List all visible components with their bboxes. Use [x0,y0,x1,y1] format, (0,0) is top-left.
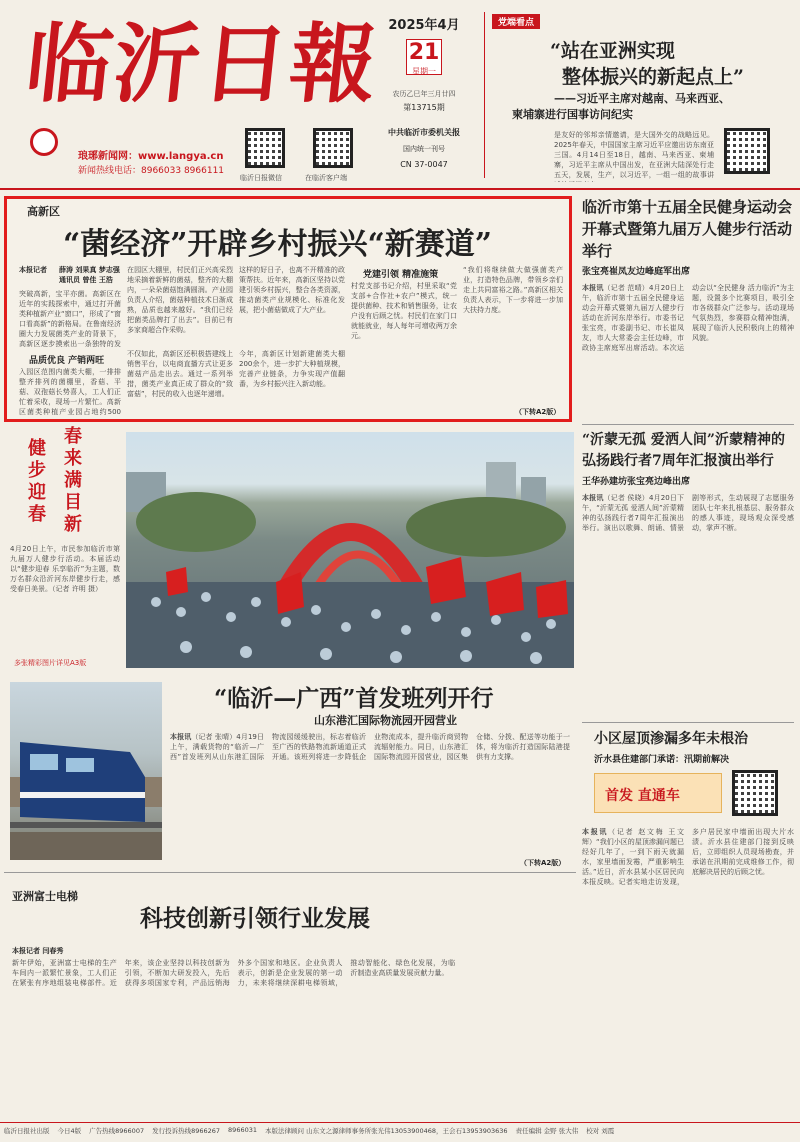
qr1-caption: 临沂日报微信 [240,174,282,182]
top-highlight-body: 是友好的邻邦亲情邀请，是大国外交的战略远见。2025年春天，中国国家主席习近平应邀出访东南亚三国。4月14日至18日，越南、马来西亚、柬埔寨，习近平主席从中国出发，在亚洲大陆深处行走五天，发展，生产，以习近平，一组一组的故事讲 [554,131,714,179]
right-story-3-body [582,827,794,1107]
lead-section-tag: 高新区 [27,205,60,218]
footer-bar [4,1126,796,1140]
right-story-1-subhead: 张宝亮崔凤友边峰庭军出席 [582,267,691,277]
issue-number: 第13715期 [403,103,445,112]
right-story-3-subhead: 沂水县住建部门承诺：汛期前解决 [594,755,730,765]
right-story-3-qr-icon[interactable] [732,770,778,816]
top-highlight-headline-2: 整体振兴的新起点上” [562,66,744,88]
footer-item: 广告热线8966007 [89,1127,145,1135]
lunar-date: 农历乙巳年三月廿四 [392,90,456,98]
right-story-1-text: （记者 范晴）4月20日上午，临沂市第十五届全民健身运动会开幕式暨第九届万人健步行活动在沂河东岸举行。市委书记张宝亮，市委副书记、市长崔凤友，市人大常委会主任边峰，市政协主席庭军出席活动。本次运动会以“全民健身 活力临沂”为主题，设置多个比赛项目，吸引全市各级群众广泛参与。活动现场气氛热烈，参赛群众精神饱满，展现了临沂人民积极向上的精神风貌。 [582,284,794,352]
right-story-1[interactable] [582,196,794,424]
cn-code: CN 37-0047 [400,160,448,169]
bottom-story[interactable] [4,876,576,1120]
right-story-3-headline: 小区屋顶渗漏多年未根治 [594,731,748,747]
right-story-3[interactable] [582,728,794,1120]
right-story-3-text: （记者 赵文梅 王文辉）“我们小区的屋顶渗漏问题已经好几年了，一到下雨天就漏水，家里墙面发霉，严重影响生活。”近日，沂水县某小区居民向本报反映。记者实地走访发现，多户居民家中墙面出现大片水渍。沂水县住建部门接到反映后，立即组织人员现场勘查，并承诺在汛期前完成维修工作，彻底解决居民的后顾之忧。 [582,828,794,886]
right-story-1-body [582,283,794,411]
divider [582,722,794,723]
qr2-caption: 在临沂客户端 [305,174,347,182]
rail-body [170,732,570,856]
rail-byline: 本报讯 [170,733,192,741]
qr-code-app-icon[interactable] [313,128,353,168]
lead-subhead-2: 党建引领 精准施策 [363,270,439,280]
lead-col1: 突破高新，宝平亦菌。高新区在近年的实践探索中，通过打开菌类种植新产业“窗口”，形成了“窗口看高新”的新格局。在鲁南经济圈大力发展菌类产业的背景下，高新区逐步摸索出一条独特的发 [19,290,121,348]
photo-footer-link[interactable]: 多张精彩图片详见A3版 [14,659,87,667]
lead-col3: 这样的好日子，也离不开精准的政策帮扶。近年来，高新区坚持以党建引领乡村振兴，整合各类资源，推动菌类产业规模化、标准化发展，把小菌菇做成了大产业。 [239,266,345,314]
footer-item: 本版法律顾问 山东文之源律师事务所张光伟13053900468，王会石13953903636 [265,1127,508,1135]
masthead [0,0,800,188]
lead-story[interactable] [4,196,572,422]
masthead-title: 临沂日報 [20,14,384,115]
top-highlight-tag: 党端看点 [492,14,540,29]
footer-item: 今日4版 [57,1127,82,1135]
publisher: 中共临沂市委机关报 [388,128,460,137]
first-release-banner-label: 首发 直通车 [605,788,680,804]
right-story-2-byline: 本报讯 [582,494,604,502]
footer-item: 校对 刘霞 [586,1127,615,1135]
website-label[interactable]: 琅琊新闻网：www.langya.cn [78,151,224,162]
masthead-seal-icon [30,128,58,156]
lead-col1b: 入园区范围内菌类大棚，一排排整齐排列的菌棚里，香菇、平菇、双孢菇长势喜人，工人们正忙着采收，现场一片繁忙。高新区菌类种植产业园占地约500 [19,368,121,416]
rail-story[interactable] [4,674,576,870]
train-photo [10,682,162,860]
top-highlight-subhead-1: ——习近平主席对越南、马来西亚、 [554,92,730,105]
photo-feature[interactable] [4,426,576,672]
right-story-2-subhead: 王华孙建坊张宝亮边峰出席 [582,477,691,487]
lead-byline-names: 薛涛 刘果真 梦志强 [59,266,120,274]
footer-item: 责任编辑 金野 张大伟 [515,1127,579,1135]
bottom-body: 新年伊始，亚洲富士电梯的生产车间内一派繁忙景象，工人们正在紧张有序地组装电梯部件。近年来，该企业坚持以科技创新为引领，不断加大研发投入，先后获得多项国家专利，产品远销海外多个国家和地区。企业负责人表示，创新是企业发展的第一动力，未来将继续深耕电梯领域，推动智能化、绿色化发展，为临沂制造业高质量发展贡献力量。 [12,959,456,987]
top-highlight-subhead-2: 柬埔寨进行国事访问纪实 [512,108,633,121]
masthead-rule [0,188,800,190]
walking-event-photo-svg [126,432,574,668]
photo-credit: （记者 许明 摄） [52,585,102,593]
photo-caption [10,544,120,644]
photo-caption-text: 4月20日上午，市民参加临沂市第九届万人健步行活动。本届活动以“健步迎春 乐享临沂”为主题，数万名群众沿沂河东岸健步行走，感受春日美景。 [10,545,120,593]
right-story-1-byline: 本报讯 [582,284,604,292]
lead-continue-note[interactable]: （下转A2版） [515,408,561,416]
lead-headline: “菌经济”开辟乡村振兴“新赛道” [63,227,493,262]
bottom-headline: 科技创新引领行业发展 [140,905,370,932]
train-photo-svg [10,682,162,860]
footer-item: 8966031 [228,1126,257,1134]
qr-code-wechat-icon[interactable] [245,128,285,168]
weekday: 星期一 [412,67,436,76]
lead-col3b: 今年，高新区计划新建菌类大棚200余个，进一步扩大种植规模，完善产业链条，力争实现产值翻番，为乡村振兴注入新动能。 [239,350,345,388]
bottom-byline: 本报记者 闫春秀 [12,947,64,955]
footer-item: 发行投诉热线8966267 [152,1127,221,1135]
footer-item: 临沂日报社出版 [4,1127,50,1135]
top-highlight-headline-1: “站在亚洲实现 [550,40,675,62]
rail-headline: “临沂—广西”首发班列开行 [214,685,494,712]
right-story-2-text: （记者 侯晓）4月20日下午，“沂蒙无孤 爱洒人间”沂蒙精神的弘扬践行者7周年汇报演出举行。演出以歌舞、朗诵、情景剧等形式，生动展现了志愿服务团队七年来扎根基层、服务群众的感人事迹，现场观众深受感动，掌声不断。 [582,494,794,532]
top-highlight[interactable] [492,10,794,182]
rail-text: （记者 张晴）4月19日上午，满载货物的“临沂—广西”首发班列从山东港汇国际物流园缓缓驶出，标志着临沂至广西的铁路物流新通道正式开通。该班列将进一步降低企业物流成本，提升临沂商贸物流辐射能力。同日，山东港汇国际物流园开园营业，园区集仓储、分拨、配送等功能于一体，将为临沂打造国际陆港提供有力支撑。 [170,733,570,761]
rail-continue-note[interactable]: （下转A2版） [520,859,566,867]
first-release-banner[interactable] [594,773,722,813]
lead-col2: 在园区大棚里，村民们正兴高采烈地采摘着新鲜的菌菇，整齐的大棚内，一朵朵菌菇饱满圆润。产业园负责人介绍，菌菇种植技术日渐成熟，品质也越来越好。“我们已经把菌类品牌打了出去”。目前已有多家商超合作采购。 [127,266,233,334]
date-box [368,10,480,180]
lead-byline-names-2: 通讯员 曾佳 王浩 [59,276,113,284]
date-day: 21 [406,39,442,75]
right-story-3-byline: 本报讯 [582,828,609,836]
walking-event-photo [126,432,574,668]
date-year-month: 2025年4月 [388,18,460,33]
divider [582,424,794,425]
lead-byline-label: 本报记者 [19,266,47,274]
lead-col4b: “我们将继续做大做强菌类产业，打造特色品牌，带领乡亲们走上共同富裕之路。”高新区相关负责人表示，下一步将进一步加大扶持力度。 [463,266,563,314]
photo-title-vertical-1: 健步迎春 [28,438,46,525]
top-highlight-qr-icon[interactable] [724,128,770,174]
lead-col4: 村党支部书记介绍，村里采取“党支部+合作社+农户”模式，统一提供菌种、技术和销售服务，让农户没有后顾之忧。村民们在家门口就能就业，每人每年可增收两万余元。 [351,282,457,340]
right-story-2-body [582,493,794,693]
bottom-section-tag: 亚洲富士电梯 [12,890,78,903]
divider [4,872,576,873]
lead-col2b: 不仅如此，高新区还积极搭建线上销售平台，以电商直播方式让更多菌菇产品走出去。通过一系列举措，菌类产业真正成了群众的“致富菇”，村民的收入也逐年递增。 [127,350,233,398]
footer-rule [0,1122,800,1123]
right-story-2-headline: “沂蒙无孤 爱洒人间”沂蒙精神的弘扬践行者7周年汇报演出举行 [582,432,785,469]
photo-title-vertical-2: 春来满目新 [64,426,82,535]
right-story-1-headline: 临沂市第十五届全民健身运动会开幕式暨第九届万人健步行活动举行 [582,198,793,260]
right-story-2[interactable] [582,430,794,720]
rail-subhead: 山东港汇国际物流园开园营业 [314,714,457,727]
domestic-code: 国内统一刊号 [403,145,445,153]
lead-subhead-1: 品质优良 产销两旺 [29,356,105,366]
hotline-label: 新闻热线电话：8966033 8966111 [78,166,225,176]
masthead-divider [484,12,485,178]
